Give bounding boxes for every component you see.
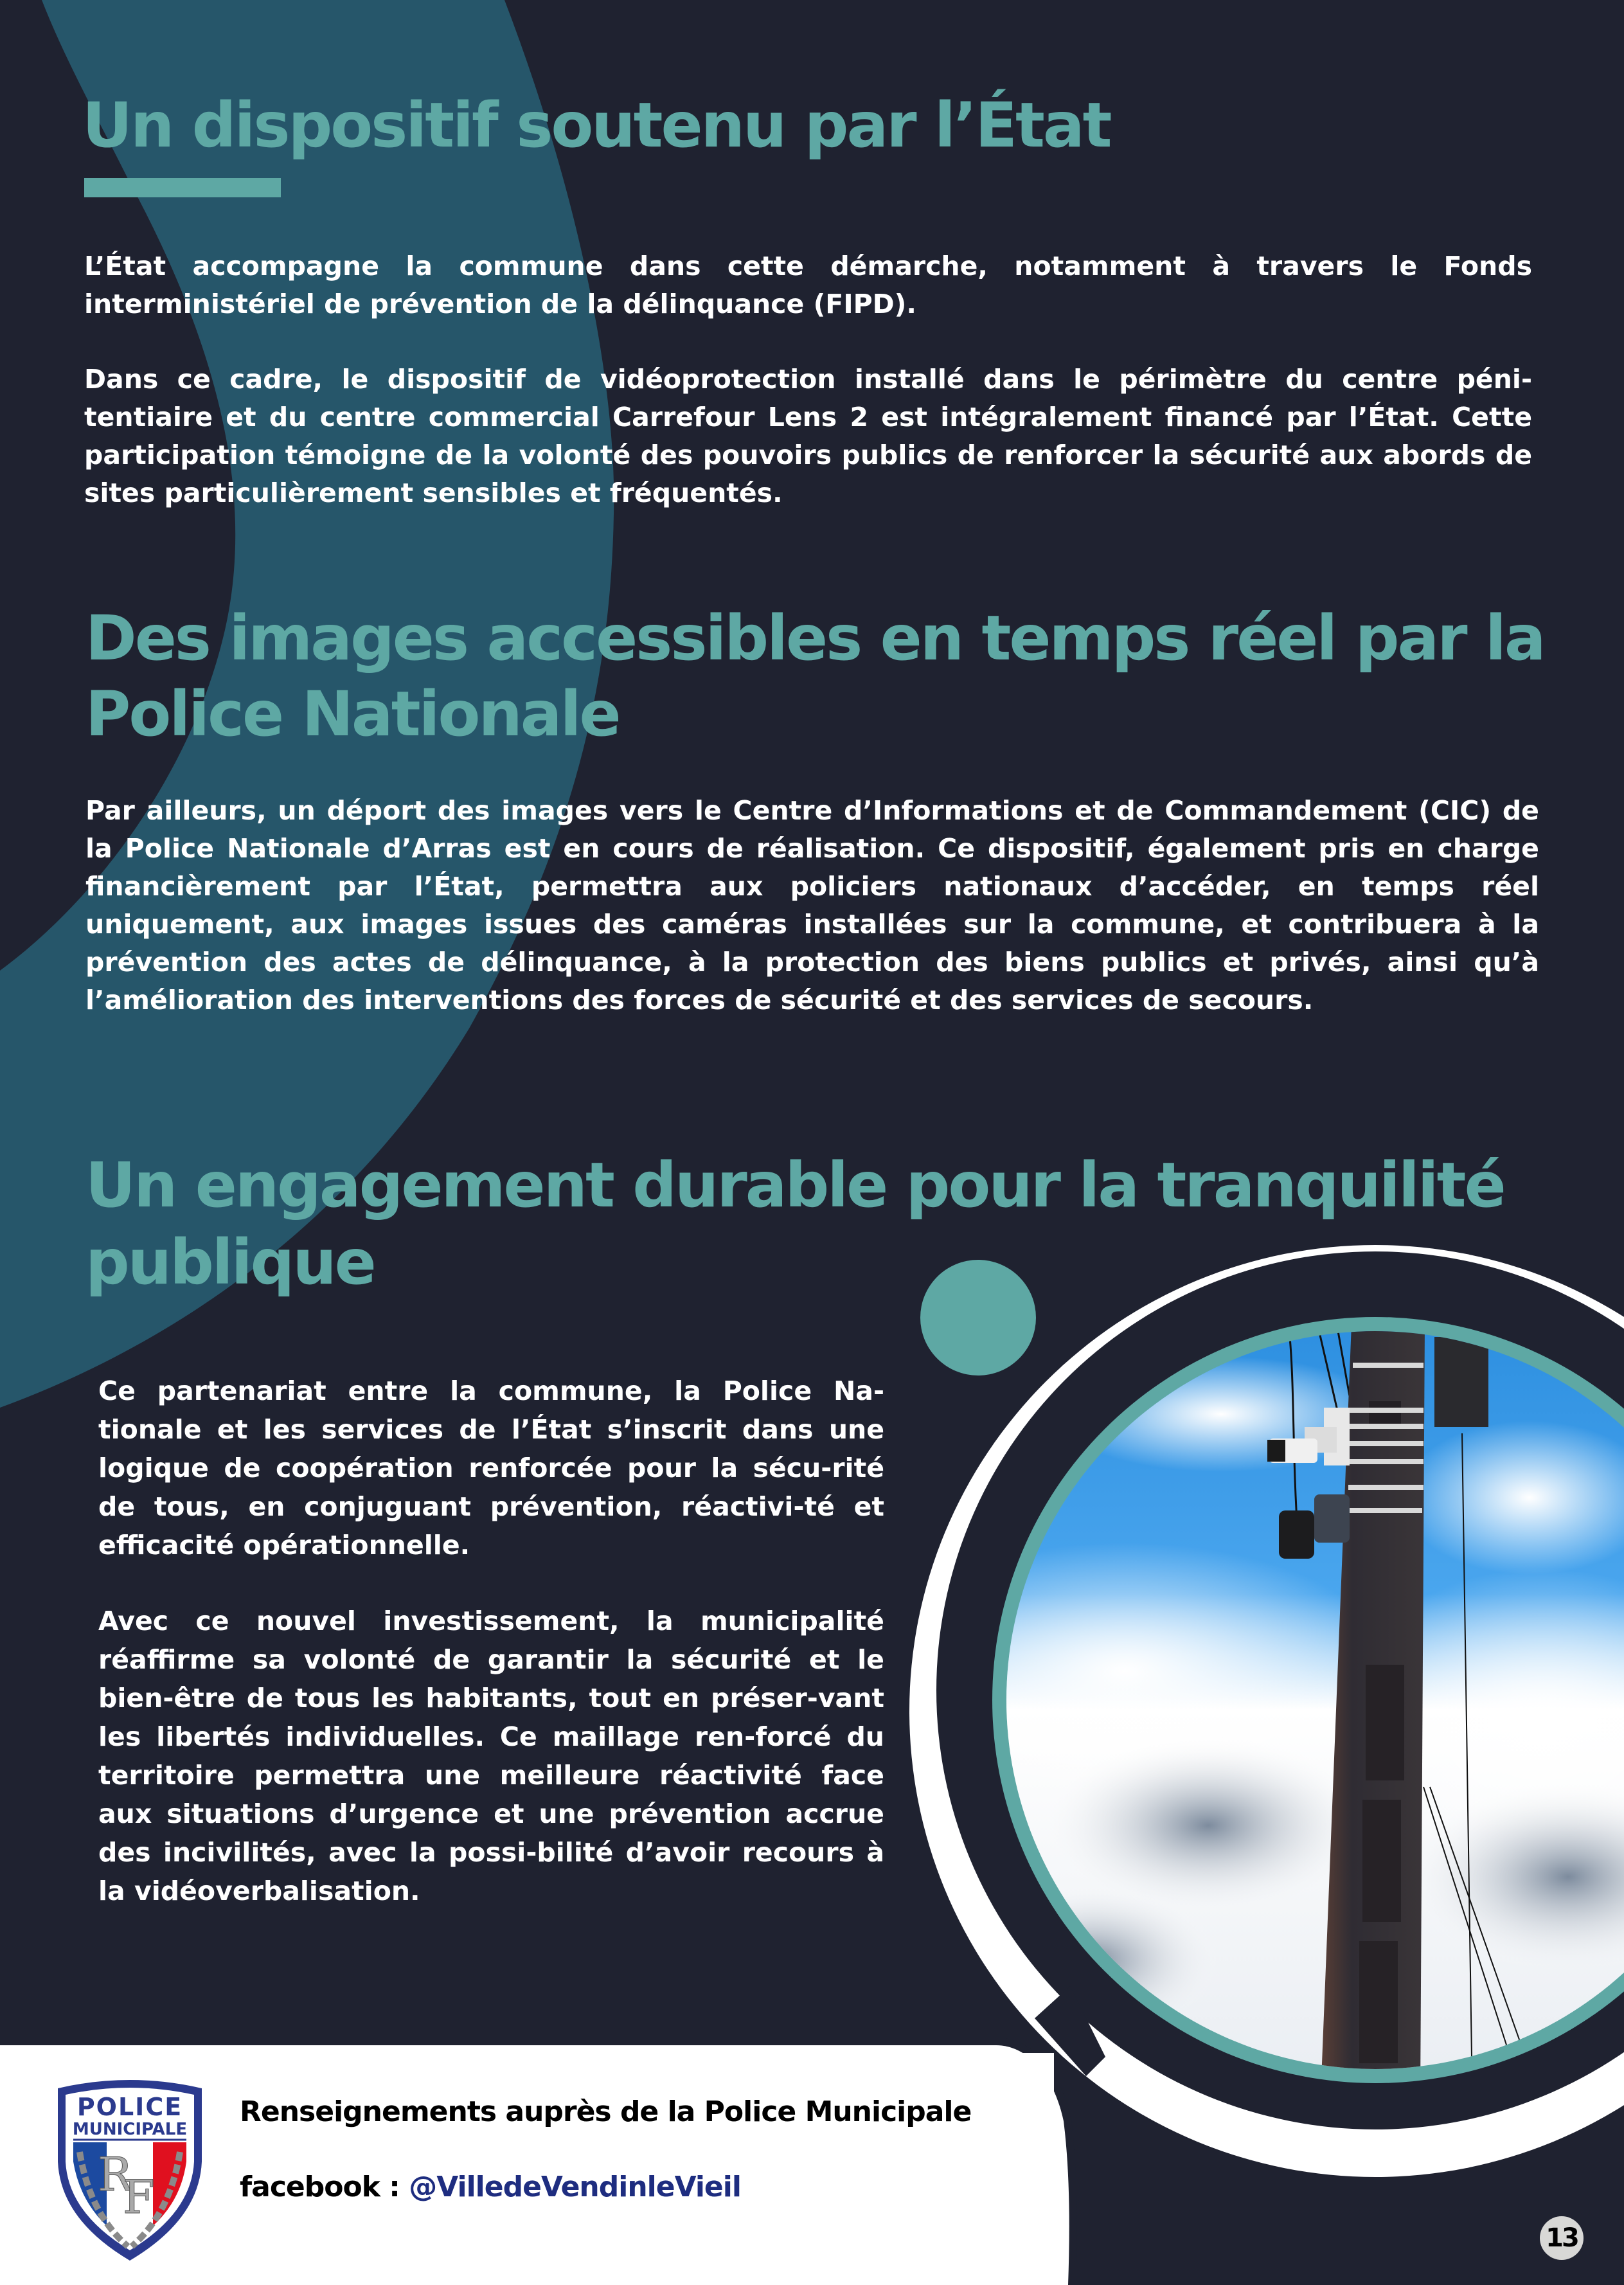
heading-state-support: Un dispositif soutenu par l’État [82, 89, 1111, 161]
badge-monogram-f: F [123, 2170, 155, 2224]
paragraph-investment: Avec ce nouvel investissement, la municipalité réaffirme sa volonté de garantir la sécurité et le bien-être de tous les habitants, tout en préser-vant les libertés individuelles. Ce maillage ren-forcé du territoire permettra une meilleure réactivité face aux situations d’urgence et une prévention accrue des incivilités, avec la possi-bilité d’avoir recours à la vidéoverbalisation. [98, 1606, 884, 1906]
heading-line-2: Police Nationale [85, 678, 620, 750]
facebook-label: facebook : [240, 2171, 409, 2203]
page-number-badge: 13 [1540, 2216, 1584, 2260]
police-municipale-badge [54, 2078, 206, 2262]
badge-bottom-text: MUNICIPALE [72, 2120, 188, 2139]
footer-facebook-line [240, 2169, 741, 2205]
heading-line-1: Un engagement durable pour la tranquilité [85, 1149, 1504, 1221]
badge-top-text: POLICE [76, 2093, 183, 2121]
heading-line-1: Des images accessibles en temps réel par la [85, 602, 1544, 674]
paragraph-state-support-1: L’État accompagne la commune dans cette démarche, notamment à travers le Fonds interministériel de prévention de la délinquance (FIPD). [84, 251, 1532, 319]
facebook-handle-link[interactable]: @VilledeVendinleVieil [409, 2171, 741, 2203]
badge-monogram-r: R [97, 2147, 133, 2201]
paragraph-realtime-images: Par ailleurs, un déport des images vers le Centre d’Informations et de Commandement (CIC) de la Police Nationale d’Arras est en cours de réalisation. Ce dispositif, également pris en charge financièrement par l’État, permettra aux policiers nationaux d’accéder, en temps réel uniquement, aux images issues des caméras installées sur la commune, et contribuera à la prévention des actes de délinquance, à la protection des biens publics et privés, ainsi qu’à l’amélioration des interventions des forces de sécurité et des services de secours. [85, 795, 1539, 1016]
paragraph-state-support-2: Dans ce cadre, le dispositif de vidéoprotection installé dans le périmètre du centre péni-tentiaire et du centre commercial Carrefour Lens 2 est intégralement financé par l’État. Cette participation témoigne de la volonté des pouvoirs publics de renforcer la sécurité aux abords de sites particulièrement sensibles et fréquentés. [84, 364, 1532, 508]
heading-line-2: publique [85, 1226, 375, 1298]
paragraph-partnership: Ce partenariat entre la commune, la Police Na-tionale et les services de l’État s’inscrit dans une logique de coopération renforcée pour la sécu-rité de tous, en conjuguant prévention, réactivi-té et efficacité opérationnelle. [98, 1375, 884, 1561]
footer-info-line: Renseignements auprès de la Police Municipale [240, 2095, 972, 2128]
